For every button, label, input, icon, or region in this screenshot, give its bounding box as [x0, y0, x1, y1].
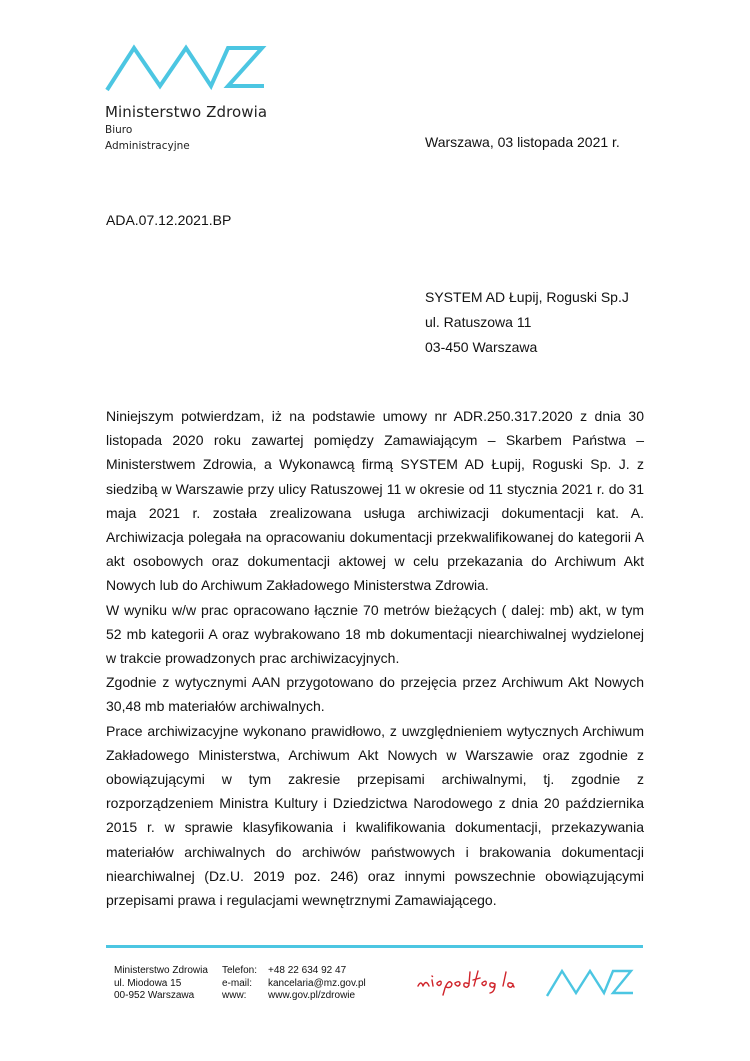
footer-address-line: 00-952 Warszawa	[114, 990, 195, 1001]
mz-logo-icon	[104, 38, 269, 98]
recipient-line: SYSTEM AD Łupij, Roguski Sp.J	[425, 289, 629, 305]
footer-contact-values	[268, 965, 366, 1003]
footer-address-line: Ministerstwo Zdrowia	[114, 965, 208, 976]
mz-logo	[104, 38, 269, 98]
letter-date: Warszawa, 03 listopada 2021 r.	[425, 134, 620, 150]
body-paragraph: Prace archiwizacyjne wykonano prawidłowo, z uwzględnieniem wytycznych Archiwum Zakładowego Ministerstwa, Archiwum Akt Nowych w Warszawie oraz zgodnie z obowiązującymi w tym zakresie przepisami archiwalnymi, tj. zgodnie z rozporządzeniem Ministra Kultury i Dziedzictwa Narodowego z dnia 20 października 2015 r. w sprawie klasyfikowania i kwalifikowania dokumentacji, przekazywania materiałów archiwalnych do archiwów państwowych i brakowania dokumentacji niearchiwalnej (Dz.U. 2019 poz. 246) oraz innymi powszechnie obowiązującymi przepisami prawa i regulacjami wewnętrznymi Zamawiającego.	[106, 722, 644, 909]
org-department-line-2: Administracyjne	[105, 140, 190, 152]
email-link[interactable]: kancelaria@mz.gov.pl	[268, 977, 366, 989]
footer-divider	[106, 945, 643, 948]
mz-mini-logo-icon	[545, 966, 635, 1000]
body-paragraph: Zgodnie z wytycznymi AAN przygotowano do przejęcia przez Archiwum Akt Nowych 30,48 mb materiałów archiwalnych.	[106, 674, 644, 715]
footer-address	[114, 965, 208, 1003]
org-name: Ministerstwo Zdrowia	[105, 103, 268, 121]
recipient-address	[425, 285, 629, 360]
letter-body	[106, 404, 644, 912]
website-link[interactable]: www.gov.pl/zdrowie	[268, 990, 356, 1001]
recipient-line: 03-450 Warszawa	[425, 339, 538, 355]
contact-label: Telefon:	[222, 965, 258, 976]
phone-number: +48 22 634 92 47	[268, 965, 347, 976]
org-department-line-1: Biuro	[105, 124, 133, 136]
contact-label: www:	[222, 990, 247, 1001]
footer-contact-labels	[222, 965, 257, 1003]
reference-number: ADA.07.12.2021.BP	[106, 212, 232, 228]
recipient-line: ul. Ratuszowa 11	[425, 314, 532, 330]
niepodlegla-signature	[415, 966, 525, 996]
body-paragraph: W wyniku w/w prac opracowano łącznie 70 metrów bieżących ( dalej: mb) akt, w tym 52 mb kategorii A oraz wybrakowano 18 mb dokumentacji niearchiwalnej wydzielonej w trakcie prowadzonych prac archiwizacyjnych.	[106, 601, 644, 667]
body-paragraph: Niniejszym potwierdzam, iż na podstawie umowy nr ADR.250.317.2020 z dnia 30 listopada 2020 roku zawartej pomiędzy Zamawiającym – Skarbem Państwa – Ministerstwem Zdrowia, a Wykonawcą firmą SYSTEM AD Łupij, Roguski Sp. J. z siedzibą w Warszawie przy ulicy Ratuszowej 11 w okresie od 11 stycznia 2021 r. do 31 maja 2021 r. została zrealizowana usługa archiwizacji dokumentacji kat. A. Archiwizacja polegała na opracowaniu dokumentacji przekwalifikowanej do kategorii A akt osobowych oraz dokumentacji aktowej w celu przekazania do Archiwum Akt Nowych lub do Archiwum Zakładowego Ministerstwa Zdrowia.	[106, 408, 644, 594]
footer-address-line: ul. Miodowa 15	[114, 977, 182, 989]
contact-label: e-mail:	[222, 977, 253, 989]
